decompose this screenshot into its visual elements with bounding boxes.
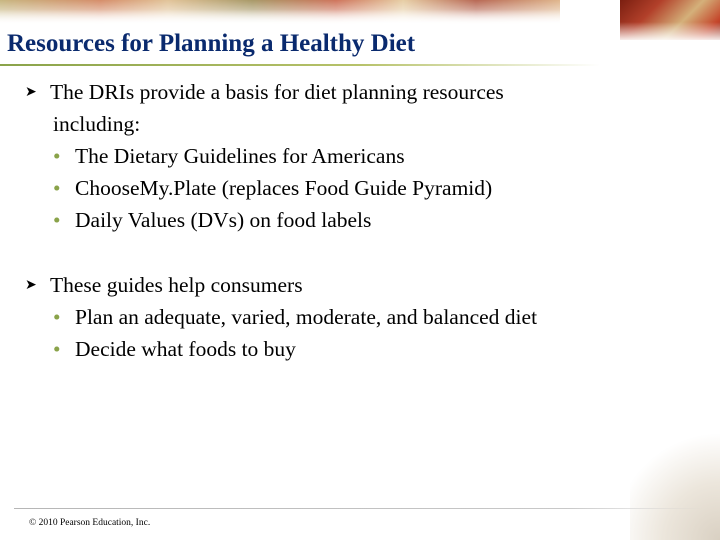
arrow-bullet-icon: ➤ xyxy=(25,278,37,293)
bullet-2-lead: These guides help consumers xyxy=(50,273,303,297)
dot-bullet-icon: • xyxy=(53,208,61,232)
dot-bullet-icon: • xyxy=(53,176,61,200)
sub-bullet: • Decide what foods to buy xyxy=(53,333,296,365)
sub-bullet: • Daily Values (DVs) on food labels xyxy=(53,204,371,236)
sub-bullet: • The Dietary Guidelines for Americans xyxy=(53,140,405,172)
bullet-1-lead: The DRIs provide a basis for diet planning resources xyxy=(50,80,504,104)
footer-divider xyxy=(14,508,704,509)
dot-bullet-icon: • xyxy=(53,144,61,168)
bullet-1-continuation: including: xyxy=(53,112,141,136)
slide-title: Resources for Planning a Healthy Diet xyxy=(7,30,416,57)
arrow-bullet-icon: ➤ xyxy=(25,85,37,100)
sub-bullet: • Plan an adequate, varied, moderate, and balanced diet xyxy=(53,301,537,333)
sub-bullet: • ChooseMy.Plate (replaces Food Guide Pyramid) xyxy=(53,172,492,204)
dot-bullet-icon: • xyxy=(53,305,61,329)
copyright-footer: © 2010 Pearson Education, Inc. xyxy=(29,518,151,528)
dot-bullet-icon: • xyxy=(53,337,61,361)
title-divider xyxy=(0,64,600,66)
bottom-right-decoration xyxy=(630,430,720,540)
top-banner-image xyxy=(0,0,720,24)
